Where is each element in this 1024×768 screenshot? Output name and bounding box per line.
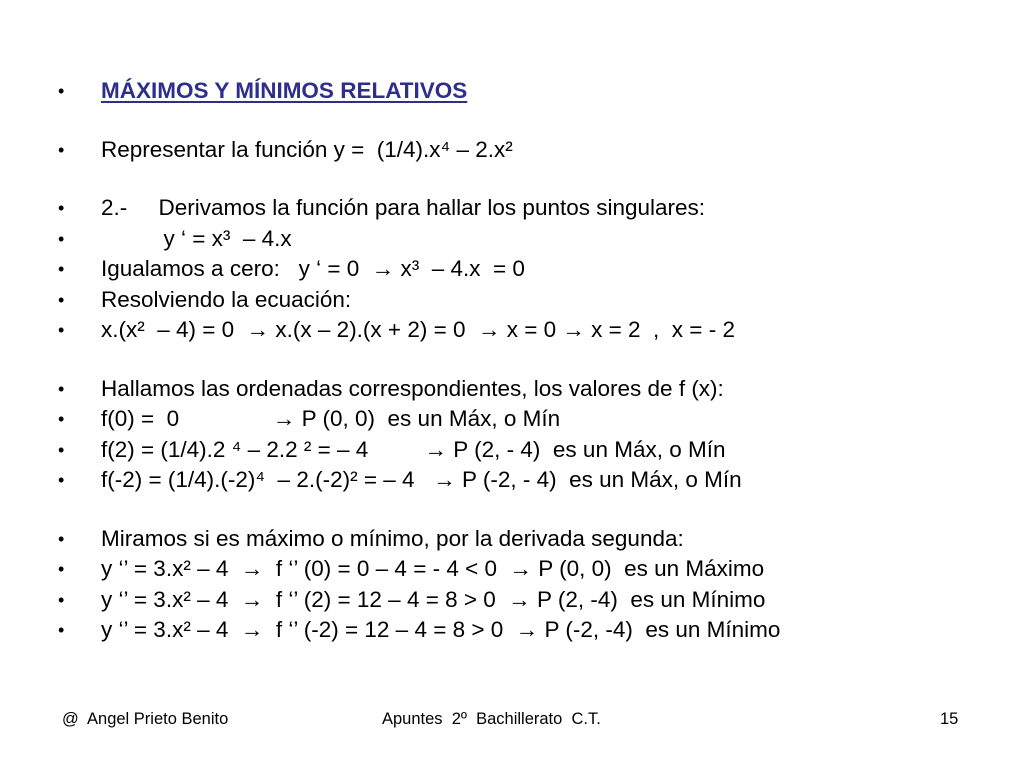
blank-line [58,107,998,135]
bullet-icon: • [58,620,65,640]
bullet-icon: • [58,409,65,429]
bullet-line [58,193,998,224]
bullet-text: 2.- Derivamos la función para hallar los puntos singulares: [101,195,706,220]
bullet-text: f(2) = (1/4).2 ⁴ – 2.2 ² = – 4 → P (2, - 4) es un Máx, o Mín [101,436,726,462]
slide-title: MÁXIMOS Y MÍNIMOS RELATIVOS [101,78,468,103]
bullet-icon: • [58,470,65,490]
bullet-icon: • [58,559,65,579]
bullet-line [58,435,998,466]
bullet-line [58,585,998,616]
bullet-icon: • [58,259,65,279]
bullet-icon: • [58,528,65,549]
bullet-line [58,374,998,405]
blank-line [58,496,998,524]
bullet-icon: • [58,589,65,610]
footer-author: @ Angel Prieto Benito [62,710,229,728]
bullet-text: Representar la función y = (1/4).x⁴ – 2.x² [101,136,513,162]
bullet-line [58,315,998,346]
bullet-line [58,404,998,435]
bullet-icon: • [58,198,65,218]
bullet-line [58,285,998,316]
bullet-text: f(-2) = (1/4).(-2)⁴ – 2.(-2)² = – 4 → P (-2, - 4) es un Máx, o Mín [101,467,742,492]
title-line [58,76,998,107]
bullet-icon: • [58,320,65,340]
bullet-text: x.(x² – 4) = 0 → x.(x – 2).(x + 2) = 0 → x = 0 → x = 2 , x = - 2 [101,317,735,342]
bullet-text: y ‘’ = 3.x² – 4 → f ‘’ (2) = 12 – 4 = 8 > 0 → P (2, -4) es un Mínimo [101,586,766,612]
bullet-text: Igualamos a cero: y ‘ = 0 → x³ – 4.x = 0 [101,256,525,281]
bullet-icon: • [58,228,65,249]
bullet-line [58,615,998,646]
bullet-text: Hallamos las ordenadas correspondientes, los valores de f (x): [101,375,724,401]
bullet-icon: • [58,439,65,460]
bullet-text: y ‘ = x³ – 4.x [101,225,292,251]
bullet-icon: • [58,81,65,101]
blank-line [58,346,998,374]
bullet-line [58,135,998,166]
bullet-text: y ‘’ = 3.x² – 4 → f ‘’ (0) = 0 – 4 = - 4 < 0 → P (0, 0) es un Máximo [101,556,765,581]
blank-line [58,165,998,193]
bullet-line [58,465,998,496]
bullet-line [58,524,998,555]
bullet-icon: • [58,289,65,310]
page-number: 15 [940,710,959,728]
bullet-icon: • [58,139,65,160]
bullet-line [58,254,998,285]
bullet-text: f(0) = 0 → P (0, 0) es un Máx, o Mín [101,406,561,431]
bullet-text: Miramos si es máximo o mínimo, por la derivada segunda: [101,525,684,551]
bullet-text: y ‘’ = 3.x² – 4 → f ‘’ (-2) = 12 – 4 = 8 > 0 → P (-2, -4) es un Mínimo [101,617,781,642]
footer-course: Apuntes 2º Bachillerato C.T. [382,710,601,728]
bullet-icon: • [58,378,65,399]
bullet-line [58,554,998,585]
bullet-line [58,224,998,255]
bullet-text: Resolviendo la ecuación: [101,286,352,312]
bullet-list [58,76,998,646]
